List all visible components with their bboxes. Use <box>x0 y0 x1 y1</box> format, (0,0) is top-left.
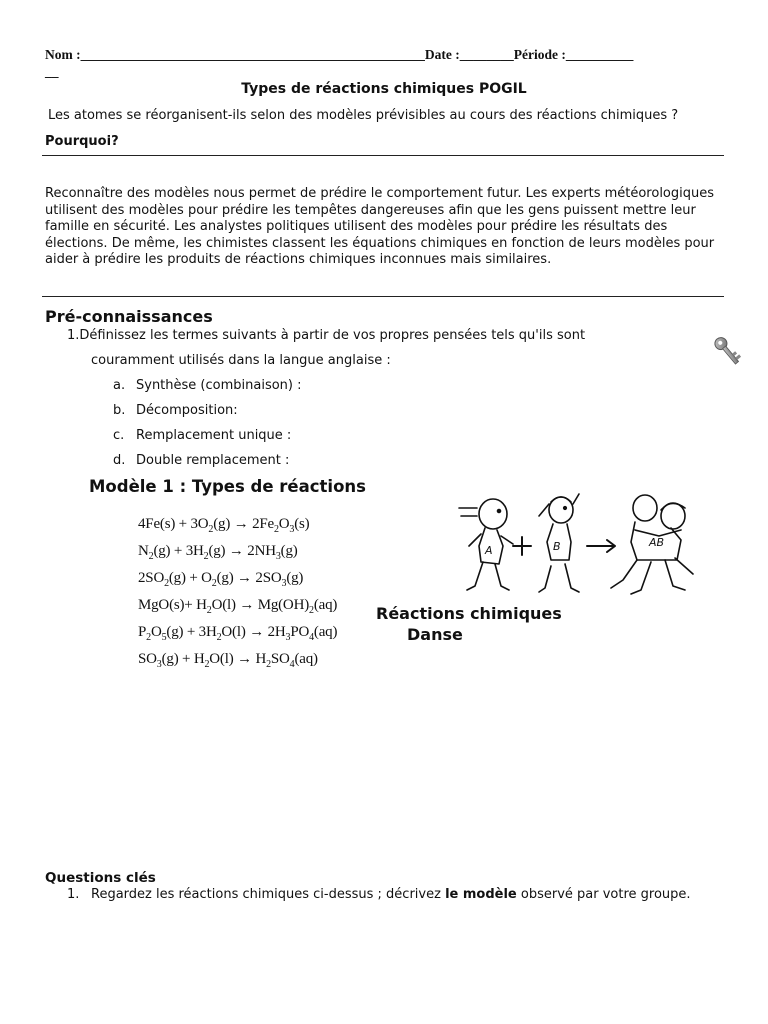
list-item <box>113 428 291 443</box>
model-title: Modèle 1 : Types de réactions <box>89 477 366 496</box>
guiding-question: Les atomes se réorganisent-ils selon des modèles prévisibles au cours des réactions chimiques ? <box>48 108 679 123</box>
list-item-text: Synthèse (combinaison) : <box>136 378 302 393</box>
equation: $P_2O_5(g) + 3H_2O(l) \to 2H_3PO_4(aq)$ <box>138 624 338 643</box>
dance-caption-line2: Danse <box>407 625 463 644</box>
svg-text:A: A <box>485 544 493 557</box>
list-marker: a. <box>113 378 126 393</box>
header-wrap-blank: __ <box>45 64 59 79</box>
list-marker: d. <box>113 453 126 468</box>
svg-text:B: B <box>553 540 561 553</box>
dancer-b <box>539 494 579 592</box>
svg-text:AB: AB <box>649 536 665 549</box>
dance-caption <box>376 603 562 645</box>
header-line <box>45 47 633 63</box>
nom-blank[interactable]: ___________________________________________________ <box>80 47 425 62</box>
list-marker: c. <box>113 428 125 443</box>
divider <box>42 155 724 156</box>
definition-prompt-line2: couramment utilisés dans la langue anglaise : <box>91 353 391 368</box>
preconnaissances-heading: Pré-connaissances <box>45 307 213 326</box>
arrow: → <box>233 516 249 532</box>
page-title: Types de réactions chimiques POGIL <box>241 81 527 97</box>
question-number: 1. <box>67 887 80 902</box>
divider <box>42 296 724 297</box>
key-icon <box>712 334 744 370</box>
equation: $SO_3(g) + H_2O(l) \to H_2SO_4(aq)$ <box>138 651 318 670</box>
plus-sign <box>513 537 531 555</box>
periode-label: Période : <box>513 47 566 62</box>
question-number: 1. <box>67 328 80 343</box>
nom-label: Nom : <box>45 47 81 62</box>
dancer-a <box>459 499 513 590</box>
reaction-dance-illustration <box>455 486 705 604</box>
dance-caption-line1: Réactions chimiques <box>376 604 562 623</box>
list-item-text: Décomposition: <box>136 403 238 418</box>
equation: $4Fe(s) + 3O_2(g) \to 2Fe_2O_3(s)$ <box>138 516 310 535</box>
list-item <box>113 453 289 468</box>
arrow: → <box>249 624 264 640</box>
key-question-item <box>67 887 717 904</box>
periode-blank[interactable]: __________ <box>565 47 634 62</box>
arrow: → <box>239 597 255 613</box>
list-marker: b. <box>113 403 126 418</box>
key-questions-heading: Questions clés <box>45 870 156 886</box>
arrow: → <box>228 543 244 559</box>
key-question-text: Regardez les réactions chimiques ci-dessus ; décrivez le modèle observé par votre groupe. <box>91 887 691 902</box>
arrow: → <box>237 570 252 586</box>
list-item-text: Double remplacement : <box>136 453 290 468</box>
equation: $MgO(s)+ H_2O(l) \to Mg(OH)_2(aq)$ <box>138 597 338 616</box>
list-item <box>113 403 238 418</box>
list-item <box>113 378 302 393</box>
intro-paragraph: Reconnaître des modèles nous permet de prédire le comportement futur. Les experts météorologiques utilisent des modèles pour prédire les tempêtes dangereuses afin que les gens puissent mettre leur famille en sécurité. Les analystes politiques utilisent des modèles pour prédire les résultats des élections. De même, les chimistes classent les équations chimiques en fonction de leurs modèles pour aider à prédire les produits de réactions chimiques inconnues mais similaires. <box>45 186 715 267</box>
pourquoi-heading: Pourquoi? <box>45 134 119 149</box>
reaction-arrow <box>587 540 615 552</box>
list-item-text: Remplacement unique : <box>136 428 292 443</box>
date-label: Date : <box>424 47 460 62</box>
definition-prompt <box>67 328 585 343</box>
equation: $N_2(g) + 3H_2(g) \to 2NH_3(g)$ <box>138 543 298 562</box>
date-blank[interactable]: ________ <box>459 47 514 62</box>
dancer-ab <box>611 495 693 594</box>
arrow: → <box>237 651 252 667</box>
definition-prompt-line1: Définissez les termes suivants à partir de vos propres pensées tels qu'ils sont <box>79 328 586 343</box>
equation: $2SO_2(g) + O_2(g) \to 2SO_3(g)$ <box>138 570 304 589</box>
